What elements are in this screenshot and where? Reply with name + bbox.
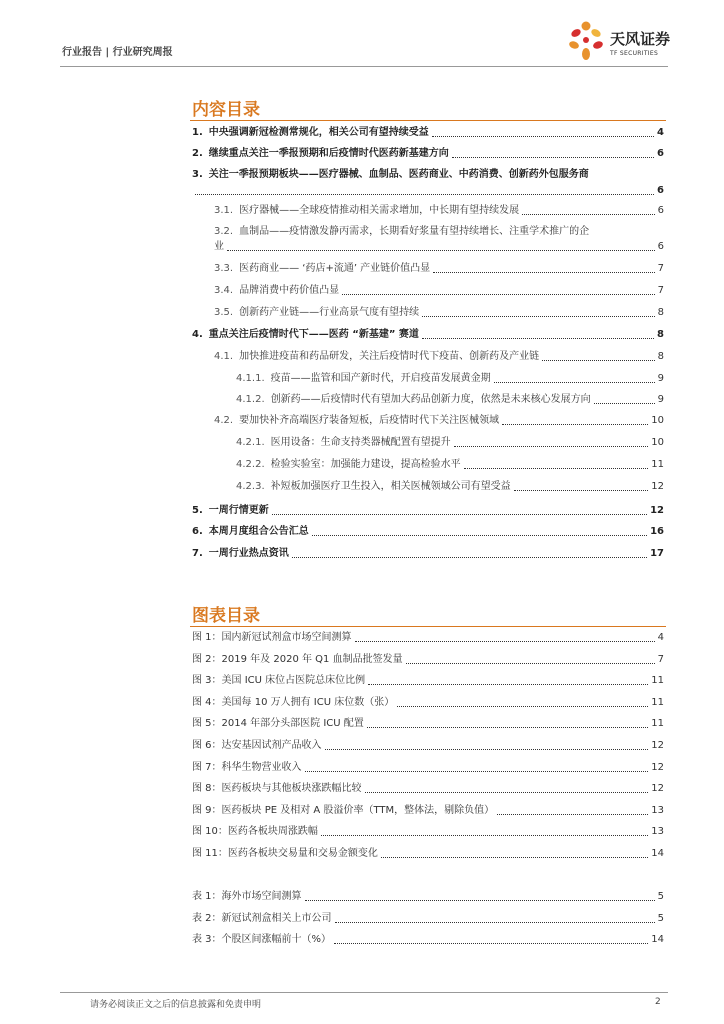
figures-title-underline	[190, 626, 666, 627]
footer-disclaimer: 请务必阅读正文之后的信息披露和免责申明	[90, 1000, 262, 1010]
table-page: 14	[651, 934, 664, 945]
dot-leader	[305, 771, 649, 772]
toc-entry-number: 3.2.	[214, 226, 234, 237]
toc-entry-number: 4.2.	[214, 415, 234, 426]
dot-leader	[397, 706, 648, 707]
toc-entry-title: 血制品——疫情激发静丙需求，长期看好浆量有望持续增长、注重学术推广的企	[239, 226, 590, 237]
figure-entry[interactable]	[192, 804, 664, 818]
toc-entry-title: 关注一季报预期板块——医疗器械、血制品、医药商业、中药消费、创新药外包服务商	[208, 169, 589, 180]
figure-title: 2019 年及 2020 年 Q1 血制品批签发量	[221, 653, 403, 665]
logo-name-cn: 天风证券	[610, 30, 671, 48]
table-page: 5	[657, 891, 664, 902]
toc-entry-page: 11	[651, 459, 664, 470]
figure-page: 11	[651, 696, 664, 708]
dot-leader	[464, 468, 649, 469]
toc-entry-page: 12	[651, 481, 664, 492]
table-title: 新冠试剂盒相关上市公司	[221, 912, 332, 924]
toc-entry-number: 2.	[192, 148, 203, 159]
toc-title-underline	[190, 120, 666, 121]
toc-entry-title: 一周行情更新	[208, 505, 269, 516]
toc-entry-title: 医用设备：生命支持类器械配置有望提升	[270, 437, 451, 448]
toc-entry-title: 重点关注后疫情时代下——医药 “新基建” 赛道	[208, 329, 419, 340]
toc-entry-title: 要加快补齐高端医疗装备短板，后疫情时代下关注医械领域	[239, 415, 500, 426]
dot-leader	[454, 446, 649, 447]
toc-entry-page: 9	[657, 373, 664, 384]
table-label: 表 2：	[192, 912, 222, 924]
dot-leader	[522, 214, 655, 215]
dot-leader	[452, 157, 654, 158]
figure-label: 图 1：	[192, 632, 222, 643]
toc-entry-number: 4.1.2.	[236, 394, 265, 405]
table-entry[interactable]	[192, 912, 664, 926]
figure-entry[interactable]	[192, 653, 664, 667]
figure-title: 国内新冠试剂盒市场空间测算	[221, 632, 352, 643]
figure-title: 医药板块与其他板块涨跌幅比较	[221, 783, 362, 795]
toc-entry-title: 一周行业热点资讯	[208, 548, 289, 559]
figure-label: 图 9：	[192, 804, 222, 816]
dot-leader	[514, 490, 649, 491]
dot-leader	[227, 250, 655, 251]
figure-label: 图 4：	[192, 696, 222, 708]
toc-entry-number: 4.1.	[214, 351, 234, 362]
toc-entry-page: 6	[657, 148, 664, 159]
toc-entry[interactable]	[214, 204, 664, 218]
dot-leader	[355, 641, 655, 642]
toc-entry-page: 10	[651, 415, 664, 426]
toc-entry[interactable]	[214, 350, 664, 364]
toc-entry-page: 12	[650, 505, 664, 516]
toc-entry-title: 检验实验室：加强能力建设，提高检验水平	[270, 459, 461, 470]
dot-leader	[195, 194, 654, 195]
dot-leader	[368, 684, 648, 685]
dot-leader	[422, 338, 654, 339]
toc-entry-page: 10	[651, 437, 664, 448]
toc-entry-title: 创新药——后疫情时代有望加大药品创新力度，依然是未来核心发展方向	[270, 394, 591, 405]
toc-entry-page: 16	[650, 526, 664, 537]
toc-entry-page: 7	[657, 263, 664, 274]
toc-entry-page: 4	[657, 127, 664, 138]
figure-label: 图 10：	[192, 826, 228, 838]
toc-entry[interactable]	[214, 262, 664, 276]
figure-entry[interactable]	[192, 631, 664, 645]
toc-entry-title: 中央强调新冠检测常规化，相关公司有望持续受益	[208, 127, 429, 138]
toc-entry-title: 加快推进疫苗和药品研发，关注后疫情时代下疫苗、创新药及产业链	[239, 351, 540, 362]
toc-entry[interactable]	[214, 284, 664, 298]
figure-page: 14	[651, 848, 664, 859]
toc-entry-title: 医疗器械——全球疫情推动相关需求增加，中长期有望持续发展	[239, 205, 520, 216]
dot-leader	[305, 900, 655, 901]
figure-entry[interactable]	[192, 825, 664, 839]
toc-entry[interactable]	[236, 458, 664, 472]
dot-leader	[272, 514, 647, 515]
report-category: 行业报告 | 行业研究周报	[62, 47, 173, 58]
dot-leader	[325, 749, 649, 750]
figure-label: 图 8：	[192, 783, 222, 795]
toc-entry-number: 5.	[192, 505, 203, 516]
toc-entry-continuation	[214, 240, 664, 254]
figure-entry[interactable]	[192, 847, 664, 861]
toc-entry[interactable]	[236, 480, 664, 494]
dot-leader	[335, 922, 655, 923]
figure-page: 12	[651, 740, 664, 751]
figures-title: 图表目录	[192, 606, 260, 626]
toc-entry-title: 补短板加强医疗卫生投入，相关医械领域公司有望受益	[270, 481, 511, 492]
toc-entry-number: 4.1.1.	[236, 373, 265, 384]
dot-leader	[542, 360, 655, 361]
toc-entry-page: 9	[657, 394, 664, 405]
figure-label: 图 2：	[192, 653, 222, 665]
figure-entry[interactable]	[192, 739, 664, 753]
toc-entry-title: 疫苗——监管和国产新时代，开启疫苗发展黄金期	[270, 373, 491, 384]
dot-leader	[342, 294, 655, 295]
toc-entry-page: 8	[657, 329, 664, 340]
toc-entry-number: 4.	[192, 329, 203, 340]
figure-entry[interactable]	[192, 761, 664, 775]
dot-leader	[321, 835, 648, 836]
logo-name-en: TF SECURITIES	[610, 50, 659, 57]
toc-entry-title: 医药商业—— ‘药店+流通’ 产业链价值凸显	[239, 263, 431, 274]
toc-entry-number: 3.3.	[214, 263, 234, 274]
dot-leader	[594, 403, 655, 404]
toc-entry-title: 创新药产业链——行业高景气度有望持续	[239, 307, 420, 318]
table-title: 个股区间涨幅前十（%）	[221, 934, 332, 945]
figure-page: 4	[657, 632, 664, 643]
figure-title: 医药板块 PE 及相对 A 股溢价率（TTM，整体法，剔除负值）	[221, 804, 495, 816]
figure-entry[interactable]	[192, 674, 664, 688]
dot-leader	[292, 557, 647, 558]
toc-entry[interactable]	[192, 525, 664, 539]
toc-entry-continuation	[192, 184, 664, 198]
dot-leader	[502, 424, 648, 425]
figure-title: 医药各板块周涨跌幅	[227, 826, 318, 838]
toc-entry-title: 继续重点关注一季报预期和后疫情时代医药新基建方向	[208, 148, 449, 159]
figure-label: 图 5：	[192, 718, 222, 730]
figure-label: 图 11：	[192, 848, 228, 859]
figure-entry[interactable]	[192, 717, 664, 731]
toc-entry[interactable]	[192, 328, 664, 342]
toc-entry[interactable]	[236, 393, 664, 407]
toc-title: 内容目录	[192, 100, 260, 120]
toc-entry[interactable]	[214, 414, 664, 428]
toc-entry-number: 3.4.	[214, 285, 234, 296]
toc-entry-page: 8	[657, 307, 664, 318]
figure-page: 13	[651, 804, 664, 816]
figure-page: 13	[651, 826, 664, 838]
toc-entry-page: 17	[650, 548, 664, 559]
figure-page: 11	[651, 718, 664, 730]
toc-entry-number: 4.2.2.	[236, 459, 265, 470]
figure-title: 达安基因试剂产品收入	[221, 740, 322, 751]
figure-page: 12	[651, 761, 664, 773]
toc-entry[interactable]	[214, 225, 664, 239]
toc-entry-title: 本周月度组合公告汇总	[208, 526, 309, 537]
dot-leader	[312, 535, 647, 536]
table-entry[interactable]	[192, 890, 664, 904]
toc-entry[interactable]	[192, 504, 664, 518]
toc-entry-page: 7	[657, 285, 664, 296]
figure-page: 12	[651, 783, 664, 795]
dot-leader	[365, 792, 649, 793]
toc-entry[interactable]	[192, 168, 664, 182]
toc-entry-number: 3.1.	[214, 205, 234, 216]
dot-leader	[422, 316, 655, 317]
dot-leader	[367, 727, 648, 728]
dot-leader	[406, 663, 655, 664]
toc-entry-number: 6.	[192, 526, 203, 537]
toc-entry-page: 6	[657, 241, 664, 252]
table-entry[interactable]	[192, 933, 664, 947]
figure-title: 2014 年部分头部医院 ICU 配置	[221, 718, 364, 730]
toc-entry[interactable]	[192, 547, 664, 561]
dot-leader	[433, 272, 654, 273]
dot-leader	[334, 943, 648, 944]
toc-entry-number: 3.5.	[214, 307, 234, 318]
toc-entry-page: 8	[657, 351, 664, 362]
dot-leader	[494, 382, 655, 383]
toc-entry-page: 6	[657, 205, 664, 216]
toc-entry[interactable]	[214, 306, 664, 320]
toc-entry[interactable]	[236, 372, 664, 386]
figure-title: 科华生物营业收入	[221, 761, 302, 773]
figure-label: 图 6：	[192, 740, 222, 751]
figure-title: 美国每 10 万人拥有 ICU 床位数（张）	[221, 696, 395, 708]
toc-entry[interactable]	[236, 436, 664, 450]
page-number: 2	[655, 997, 661, 1007]
table-label: 表 1：	[192, 891, 222, 902]
figure-page: 7	[657, 653, 664, 665]
toc-entry-number: 4.2.1.	[236, 437, 265, 448]
figure-entry[interactable]	[192, 782, 664, 796]
toc-entry-title: 品牌消费中药价值凸显	[239, 285, 340, 296]
dot-leader	[381, 857, 648, 858]
logo-mark-icon	[566, 20, 606, 62]
figure-label: 图 7：	[192, 761, 222, 773]
footer-divider	[60, 992, 668, 993]
toc-entry-number: 3.	[192, 169, 203, 180]
toc-entry-number: 7.	[192, 548, 203, 559]
page-header	[0, 0, 724, 68]
dot-leader	[497, 814, 648, 815]
figure-title: 美国 ICU 床位占医院总床位比例	[221, 675, 366, 687]
figure-page: 11	[651, 675, 664, 687]
toc-entry[interactable]	[192, 147, 664, 161]
toc-entry-number: 4.2.3.	[236, 481, 265, 492]
table-title: 海外市场空间测算	[221, 891, 302, 902]
toc-entry[interactable]	[192, 126, 664, 140]
toc-entry-page: 6	[657, 185, 664, 196]
dot-leader	[432, 136, 654, 137]
header-divider	[60, 66, 668, 67]
toc-entry-number: 1.	[192, 127, 203, 138]
table-label: 表 3：	[192, 934, 222, 945]
toc-entry-title-wrap: 业	[214, 241, 224, 252]
figure-entry[interactable]	[192, 696, 664, 710]
company-logo	[566, 20, 676, 62]
table-page: 5	[657, 912, 664, 924]
figure-title: 医药各板块交易量和交易金额变化	[227, 848, 378, 859]
figure-label: 图 3：	[192, 675, 222, 687]
